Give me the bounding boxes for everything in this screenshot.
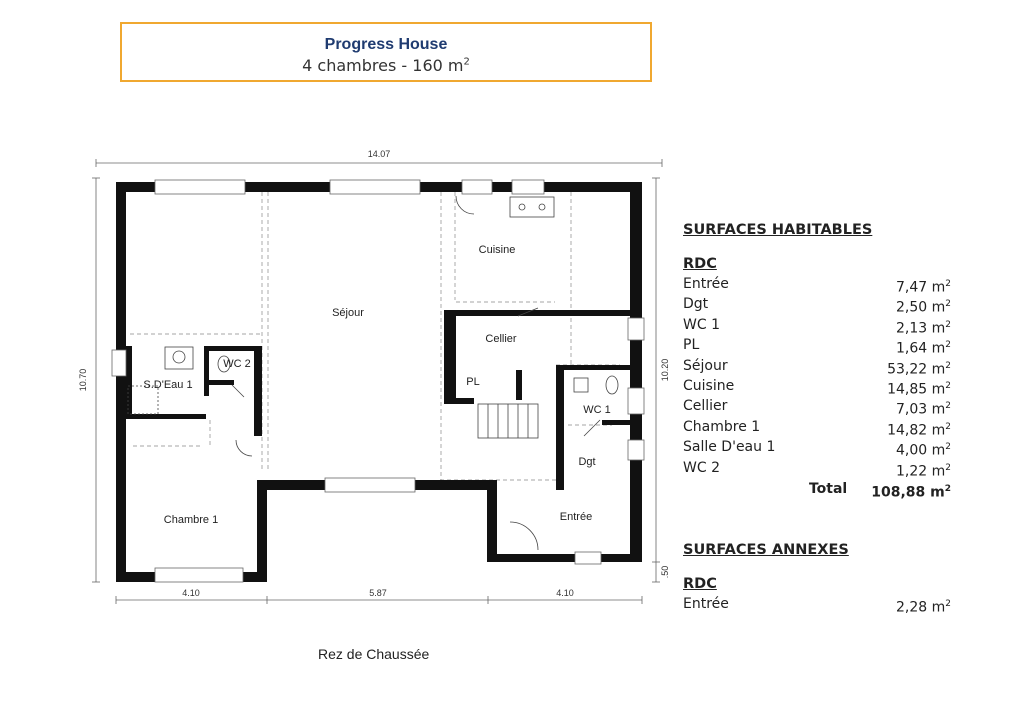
surface-value: 1,22 $m^2$ — [896, 462, 951, 480]
room-label-cellier: Cellier — [485, 333, 517, 345]
room-label-wc1: WC 1 — [583, 404, 611, 416]
dim-bottom-right: 4.10 — [556, 588, 574, 598]
room-label-entree: Entrée — [559, 511, 593, 523]
subtitle-text: 4 chambres - 160 m — [302, 56, 464, 75]
surface-row-salle-deau — [683, 437, 951, 457]
plan-caption: Rez de Chaussée — [318, 646, 430, 662]
surface-label: PL — [683, 337, 700, 354]
surface-value: 14,85 $m^2$ — [887, 380, 951, 398]
surface-label: Séjour — [683, 357, 728, 374]
room-label-chambre1: Chambre 1 — [163, 514, 219, 526]
dim-top-width: 14.07 — [367, 149, 391, 159]
surface-row-wc1 — [683, 315, 951, 335]
surface-label: Entrée — [683, 276, 729, 292]
surface-label: Chambre 1 — [683, 418, 761, 435]
surfaces-habitables-title: SURFACES HABITABLES — [683, 222, 873, 238]
surfaces-list — [683, 274, 951, 478]
surface-value: 2,50 $m^2$ — [896, 299, 951, 317]
annexe-row-entree — [683, 594, 951, 614]
surface-row-chambre1 — [683, 417, 951, 437]
surface-value: 14,82 $m^2$ — [887, 421, 951, 439]
surface-label: Dgt — [683, 296, 709, 313]
room-label-sdeau: S.D'Eau 1 — [143, 379, 193, 391]
fixtures — [128, 196, 618, 550]
surface-row-dgt — [683, 294, 951, 317]
room-label-cuisine: Cuisine — [478, 244, 516, 256]
surface-row-cuisine — [683, 376, 951, 396]
surface-label: WC 2 — [683, 459, 720, 476]
dashed-lines — [130, 192, 620, 480]
surface-label: Cellier — [683, 398, 728, 415]
dim-bottom-middle: 5.87 — [369, 588, 387, 598]
surface-label: WC 1 — [683, 316, 720, 333]
total-value: 108,88 $m^2$ — [871, 483, 951, 501]
dim-bottom-left: 4.10 — [182, 588, 200, 598]
room-label-pl: PL — [466, 376, 480, 388]
surface-row-sejour — [683, 356, 951, 376]
surface-label: Salle D'eau 1 — [683, 439, 776, 456]
room-label-wc2: WC 2 — [223, 358, 251, 370]
surface-row-cellier — [683, 396, 951, 416]
room-label-dgt: Dgt — [578, 456, 596, 468]
annexe-value: 2,28 $m^2$ — [896, 598, 951, 616]
surfaces-annexes — [683, 542, 951, 614]
dim-right-height: 10.20 — [660, 358, 670, 382]
surfaces-panel — [683, 222, 951, 614]
page-title: Progress House — [324, 36, 448, 53]
surface-value: 7,47 $m^2$ — [896, 279, 951, 296]
dim-right-small: .50 — [660, 565, 670, 579]
surface-label: Cuisine — [683, 377, 735, 394]
room-label-sejour: Séjour — [332, 307, 364, 319]
surface-row-pl — [683, 335, 951, 355]
total-label: Total — [808, 480, 848, 497]
annexes-level: RDC — [683, 575, 717, 592]
subtitle-sup: 2 — [463, 56, 470, 68]
surfaces-annexes-title: SURFACES ANNEXES — [683, 541, 849, 558]
surface-row-wc2 — [683, 458, 951, 478]
surface-value: 2,13 $m^2$ — [896, 319, 951, 337]
annexe-label: Entrée — [683, 595, 729, 612]
dim-left-height: 10.70 — [78, 368, 88, 392]
surfaces-level: RDC — [683, 256, 717, 272]
surface-value: 7,03 $m^2$ — [896, 401, 951, 418]
inner-walls — [126, 310, 630, 490]
surface-row-entree — [683, 274, 951, 294]
surface-value: 4,00 $m^2$ — [896, 442, 951, 459]
surface-value: 1,64 $m^2$ — [896, 340, 951, 357]
surface-value: 53,22 $m^2$ — [887, 360, 951, 378]
surface-total-row — [683, 478, 951, 500]
